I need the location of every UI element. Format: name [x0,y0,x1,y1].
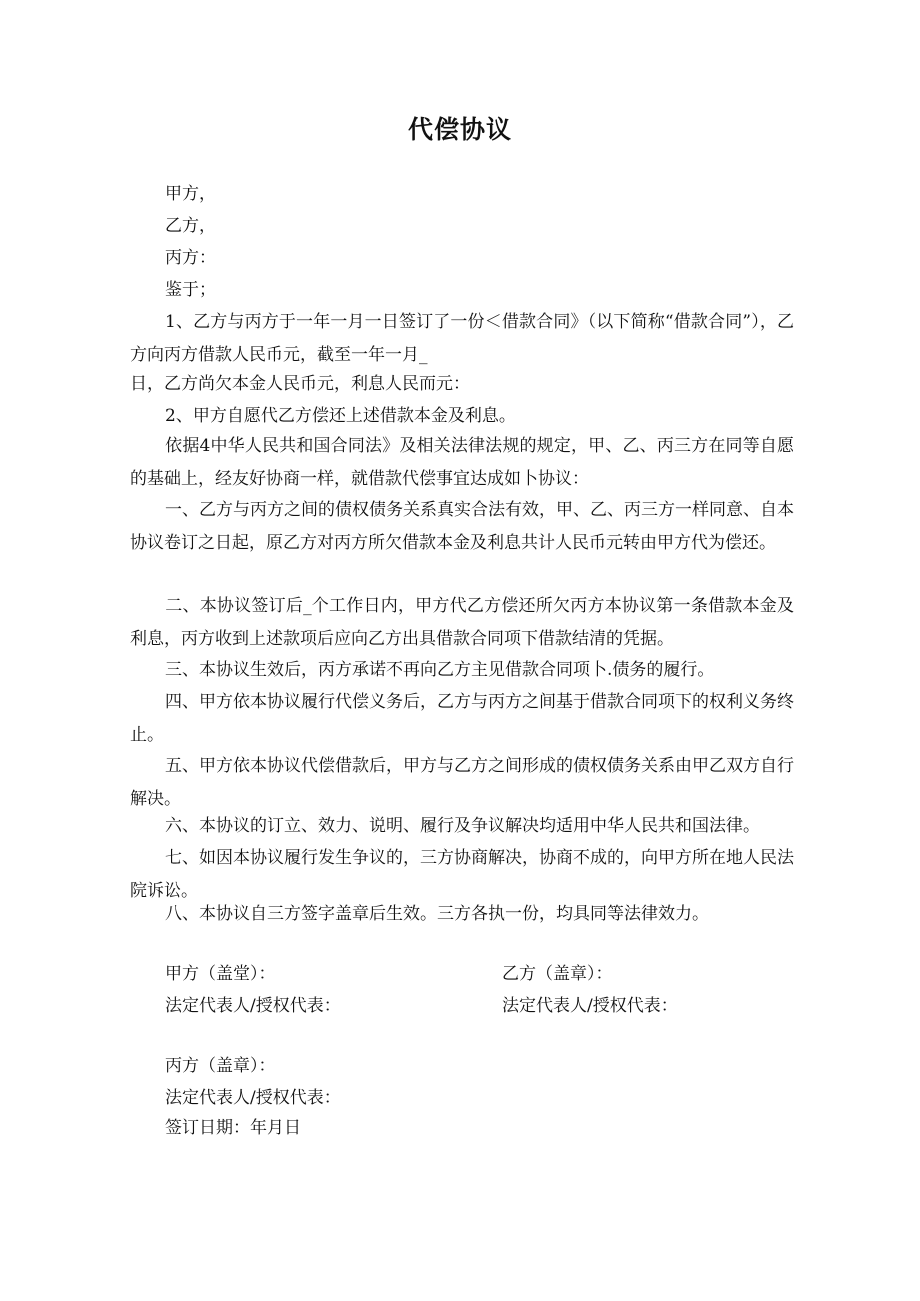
clause-1-text: 一、乙方与丙方之间的债权债务关系真实合法有效，甲、乙、丙三方一样同意、自本协议卷订之日起，原乙方对丙方所欠借款本金及利息共计人民币元转由甲方代为偿还。 [130,500,794,553]
clause-4 [130,686,794,751]
clause-7-text: 七、如因本协议履行发生争议的，三方协商解决，协商不成的，向甲方所在地人民法院诉讼。 [130,848,794,901]
clause-1 [130,494,794,559]
recital-1-text: 1、乙方与丙方于一年一月一日签订了一份＜借款合同》（以下简称“借款合同”），乙方向丙方借款人民币元，截至一年一月_ [130,312,794,365]
clause-3 [130,654,794,687]
party-a-representative: 法定代表人/授权代表： [165,996,341,1016]
whereas-line: 鉴于； [165,280,216,300]
clause-2-text: 二、本协议签订后_个工作日内，甲方代乙方偿还所欠丙方本协议第一条借款本金及利息，丙方收到上述款项后应向乙方出具借款合同项下借款结清的凭据。 [130,596,794,649]
clause-5 [130,750,794,815]
party-c-representative: 法定代表人/授权代表： [165,1088,341,1108]
party-c-seal: 丙方（盖章）： [165,1056,276,1076]
party-c-line: 丙方： [165,248,216,268]
party-a-line: 甲方， [165,184,216,204]
clause-5-text: 五、甲方依本协议代偿借款后，甲方与乙方之间形成的债权债务关系由甲乙双方自行解决。 [130,756,794,809]
clause-6 [130,810,794,843]
party-b-representative: 法定代表人/授权代表： [502,996,678,1016]
clause-6-text: 六、本协议的订立、效力、说明、履行及争议解决均适用中华人民共和国法律。 [165,816,760,836]
party-a-seal: 甲方（盖堂）： [165,964,276,984]
clause-8 [130,898,794,931]
clause-8-text: 八、本协议自三方签字盖章后生效。三方各执一份，均具同等法律效力。 [165,904,709,924]
recital-1 [130,306,794,371]
clause-2 [130,590,794,655]
clause-3-text: 三、本协议生效后，丙方承诺不再向乙方主见借款合同项卜.债务的履行。 [165,660,715,680]
legal-basis [130,430,794,495]
party-b-seal: 乙方（盖章）： [502,964,613,984]
party-b-line: 乙方， [165,216,216,236]
recital-2: 2、甲方自愿代乙方偿还上述借款本金及利息。 [165,406,516,426]
recital-1-continuation: 日，乙方尚欠本金人民币元，利息人民而元： [130,374,470,394]
document-title: 代偿协议 [407,115,512,144]
sign-date: 签订日期：年月日 [165,1118,301,1138]
clause-4-text: 四、甲方依本协议履行代偿义务后，乙方与丙方之间基于借款合同项下的权利义务终止。 [130,692,794,745]
legal-basis-text: 依据4中华人民共和国合同法》及相关法律法规的规定，甲、乙、丙三方在同等自愿的基础上，经友好协商一样，就借款代偿事宜达成如卜协议： [130,436,794,489]
